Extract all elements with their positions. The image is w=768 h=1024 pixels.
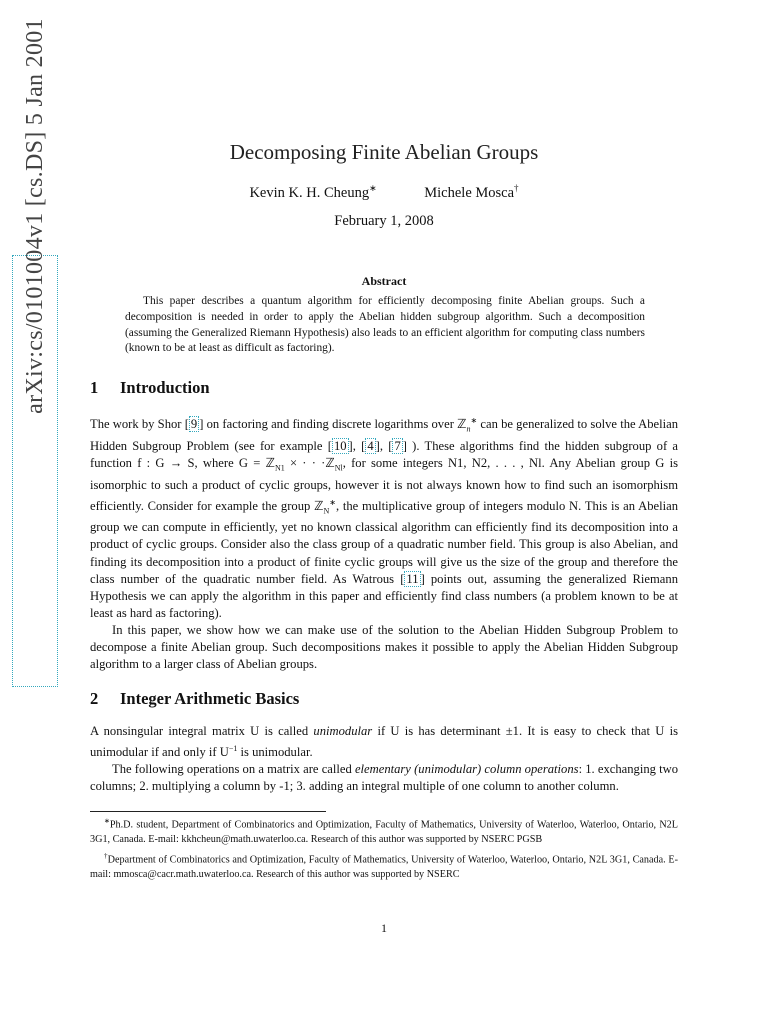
text-run: is unimodular. bbox=[237, 745, 313, 760]
math-subscript: n bbox=[466, 424, 471, 434]
math-superscript: ∗ bbox=[470, 416, 478, 425]
section-number: 2 bbox=[90, 689, 99, 708]
text-run: points out, assuming the generalized Riemann Hypothesis we can apply the algorithm in this paper and efficiently find class numbers (a problem known to be at least as hard as factoring). bbox=[90, 571, 678, 620]
math-subscript: N1 bbox=[274, 463, 285, 473]
footnote-mark: † bbox=[104, 851, 108, 860]
arithmetic-basics-body bbox=[90, 723, 678, 796]
footnote-divider bbox=[90, 811, 326, 812]
footnote-text: Department of Combinatorics and Optimization, Faculty of Mathematics, University of Waterloo, Waterloo, Ontario, N2L 3G1, Canada. E-mail: mmosca@cacr.math.uwaterloo.ca. Research of this author was supported by NSERC bbox=[90, 853, 679, 880]
emphasis-term: unimodular bbox=[313, 724, 373, 738]
section-title: Introduction bbox=[120, 378, 210, 397]
text-run: on factoring and finding discrete logarithms over ℤ bbox=[203, 417, 467, 432]
text-run: if U is has determinant ±1. It is easy to check that U is unimodular if and only if U bbox=[90, 724, 678, 760]
text-run: , for some integers N1, N2, . . . , Nl. Any Abelian group G is isomorphic to such a product of cyclic groups, however it is not always known how to find such an isomorphism efficiently. Consider for example the group ℤ bbox=[90, 455, 678, 513]
text-run: , the multiplicative group of integers modulo N. This is an Abelian group we can compute in efficiently, yet no known classical algorithm can efficiently find its decomposition into a product of cyclic groups. Consider also the class group of a quadratic number field. This group is also Abelian, and finding its decomposition into a product of finite cyclic groups will give us the size of the group and therefore the class number of the quadratic number field. As Watrous bbox=[90, 498, 678, 586]
emphasis-term: elementary (unimodular) column operations bbox=[354, 762, 579, 777]
author-1-name: Kevin K. H. Cheung bbox=[249, 184, 370, 201]
abstract-heading: Abstract bbox=[361, 274, 407, 288]
citation-link[interactable]: 4 bbox=[367, 438, 374, 453]
text-run: A nonsingular integral matrix U is called bbox=[90, 724, 314, 738]
math-subscript: N bbox=[323, 506, 330, 516]
text-run: The work by Shor bbox=[90, 417, 185, 432]
author-2 bbox=[424, 185, 518, 201]
footnote-2 bbox=[90, 849, 678, 883]
intro-paragraph-1: The work by Shor [ 9 ] on factoring and finding discrete logarithms over ℤ$_n$∗ can be generalized to solve the Abelian Hidden Subgroup Problem (see for example [ 10 ], [ 4 ], [ 7 ] ). These algorithms find the hidden subgroup of a function f : G → S, where G = ℤ$_{N1}$ × · · ·ℤ$_{Nl}$, for some integers N1, N2, . . . , Nl. Any Abelian group G is isomorphic to such a product of cyclic groups, however it is not always known how to find such an isomorphism efficiently. Consider for example the group ℤ$_N$∗, the multiplicative group of integers modulo N. This is an Abelian group we can compute in efficiently, yet no known classical algorithm can efficiently find its decomposition into a product of cyclic groups. Consider also the class group of a quadratic number field. This group is also Abelian, and finding its decomposition into a product of finite cyclic groups will give us the size of the group and therefore the class number of the quadratic number field. As Watrous [ 11 ] points out, assuming the generalized Riemann Hypothesis we can apply the algorithm in this paper and efficiently find class numbers (a problem known to be at least as hard as factoring). bbox=[90, 416, 678, 620]
math-subscript: Nl bbox=[334, 463, 343, 473]
text-run: can be generalized to solve the Abelian Hidden Subgroup Problem (see for example bbox=[90, 417, 678, 453]
text-run: × · · ·ℤ bbox=[284, 455, 335, 470]
footnotes bbox=[90, 814, 678, 883]
footnote-text: Ph.D. student, Department of Combinatorics and Optimization, Faculty of Mathematics, University of Waterloo, Waterloo, Ontario, N2L 3G1, Canada. E-mail: kkhcheun@math.uwaterloo.ca. Research of this author was supported by NSERC PGSB bbox=[90, 819, 678, 845]
section-heading-integer-arithmetic bbox=[90, 689, 299, 709]
author-2-footnote-mark[interactable]: † bbox=[514, 183, 519, 193]
page-number: 1 bbox=[381, 921, 387, 935]
paper-title: Decomposing Finite Abelian Groups bbox=[229, 140, 539, 164]
author-1-footnote-mark[interactable]: ∗ bbox=[369, 183, 377, 193]
section-title: Integer Arithmetic Basics bbox=[120, 689, 300, 708]
intro-paragraph-2: In this paper, we show how we can make use of the solution to the Abelian Hidden Subgroup Problem to decompose a finite Abelian group. Such decompositions makes it possible to apply the Abelian Hidden Subgroup algorithm to a larger class of Abelian groups. bbox=[90, 622, 678, 672]
math-superscript: −1 bbox=[228, 744, 238, 754]
abstract-text: This paper describes a quantum algorithm for efficiently decomposing finite Abelian groups. Such a decomposition is needed in order to apply the Abelian hidden subgroup algorithm. Such a decomposition (assuming the Generalized Riemann Hypothesis) also leads to an efficient algorithm for computing class numbers (known to be at least as difficult as factoring). bbox=[125, 295, 645, 355]
section-heading-introduction bbox=[90, 378, 210, 398]
footnote-mark: ∗ bbox=[104, 817, 110, 825]
text-run: , bbox=[352, 438, 362, 453]
arxiv-identifier[interactable]: arXiv:cs/0101004v1 [cs.DS] 5 Jan 2001 bbox=[21, 18, 48, 414]
text-run: The following operations on a matrix are called bbox=[112, 762, 355, 777]
citation-link[interactable]: 11 bbox=[406, 571, 419, 586]
text-run: , bbox=[379, 438, 389, 453]
paper-date: February 1, 2008 bbox=[334, 213, 434, 229]
introduction-body bbox=[90, 412, 678, 673]
footnote-1 bbox=[90, 814, 678, 848]
math-superscript: ∗ bbox=[329, 497, 336, 507]
author-1 bbox=[249, 185, 376, 201]
author-2-name: Michele Mosca bbox=[424, 184, 515, 201]
citation-link[interactable]: 7 bbox=[394, 438, 401, 453]
section-number: 1 bbox=[90, 378, 99, 397]
author-list bbox=[0, 183, 768, 202]
basics-paragraph-1 bbox=[90, 723, 678, 761]
citation-link[interactable]: 9 bbox=[190, 417, 198, 432]
basics-paragraph-2 bbox=[90, 761, 678, 795]
text-run: : 1. exchanging two columns; 2. multiplying a column by -1; 3. adding an integral multiple of one column to another column. bbox=[90, 762, 678, 794]
citation-link[interactable]: 10 bbox=[333, 438, 347, 453]
text-run: ). These algorithms find the hidden subgroup of a function f : G → S, where G = ℤ bbox=[90, 438, 678, 470]
